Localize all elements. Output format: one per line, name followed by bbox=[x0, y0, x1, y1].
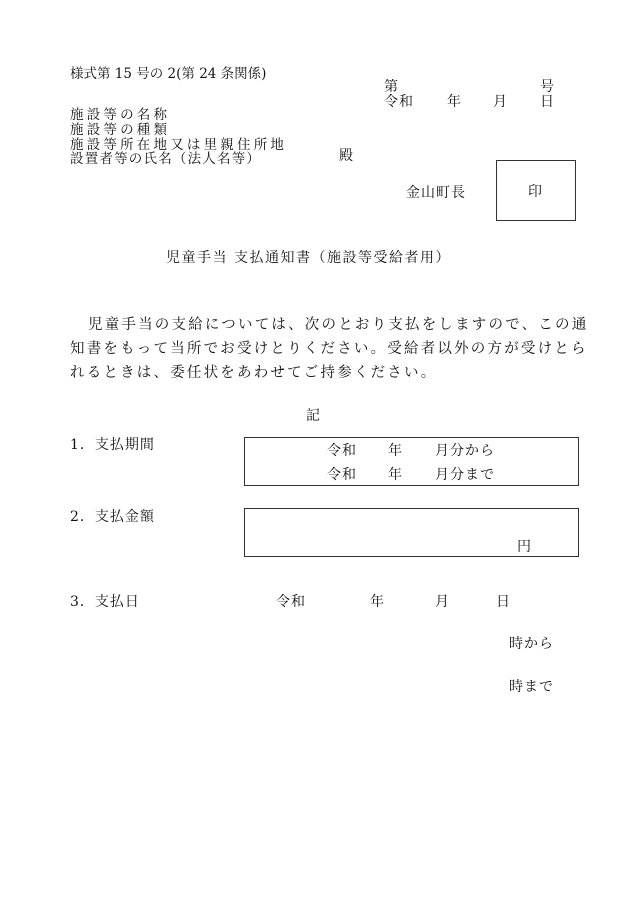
period-to-month: 月分まで bbox=[435, 467, 495, 483]
facility-type-label: 施設等の種類 bbox=[70, 122, 171, 138]
date-year: 年 bbox=[447, 94, 462, 110]
payment-date-month: 月 bbox=[435, 594, 450, 610]
date-era: 令和 bbox=[384, 94, 414, 110]
body-line-2: 知書をもって当所でお受けとりください。受給者以外の方が受けとら bbox=[70, 341, 588, 357]
operator-name-label: 設置者等の氏名（法人名等） bbox=[70, 151, 262, 167]
period-box bbox=[244, 437, 579, 486]
issuer-name: 金山町長 bbox=[406, 185, 466, 201]
period-from-era: 令和 bbox=[327, 443, 357, 459]
ki-heading: 記 bbox=[306, 408, 321, 424]
payment-date-year: 年 bbox=[370, 594, 385, 610]
doc-number-suffix: 号 bbox=[540, 79, 555, 95]
payment-time-from: 時から bbox=[509, 636, 554, 652]
payment-date-day: 日 bbox=[496, 594, 511, 610]
seal-box bbox=[496, 160, 576, 221]
date-day: 日 bbox=[540, 94, 555, 110]
facility-location-label: 施設等所在地又は里親住所地 bbox=[70, 137, 288, 153]
period-to-year: 年 bbox=[388, 467, 403, 483]
doc-number-prefix: 第 bbox=[384, 79, 399, 95]
seal-mark: 印 bbox=[528, 184, 543, 200]
payment-date-label: 3．支払日 bbox=[70, 594, 140, 610]
facility-name-label: 施設等の名称 bbox=[70, 107, 171, 123]
body-line-3: れるときは、委任状をあわせてご持参ください。 bbox=[70, 365, 438, 381]
amount-label: 2．支払金額 bbox=[70, 509, 155, 525]
date-month: 月 bbox=[493, 94, 508, 110]
period-label: 1．支払期間 bbox=[70, 437, 155, 453]
form-number: 様式第 15 号の 2(第 24 条関係) bbox=[70, 66, 267, 82]
period-to-era: 令和 bbox=[327, 467, 357, 483]
amount-box[interactable] bbox=[244, 508, 579, 557]
body-line-1: 児童手当の支給については、次のとおり支払をしますので、この通 bbox=[88, 317, 589, 333]
payment-time-to: 時まで bbox=[509, 679, 554, 695]
period-from-year: 年 bbox=[388, 443, 403, 459]
period-from-month: 月分から bbox=[435, 443, 495, 459]
honorific: 殿 bbox=[339, 148, 354, 164]
payment-date-era: 令和 bbox=[276, 594, 306, 610]
amount-unit: 円 bbox=[517, 539, 532, 555]
document-title: 児童手当 支払通知書（施設等受給者用） bbox=[166, 250, 451, 266]
